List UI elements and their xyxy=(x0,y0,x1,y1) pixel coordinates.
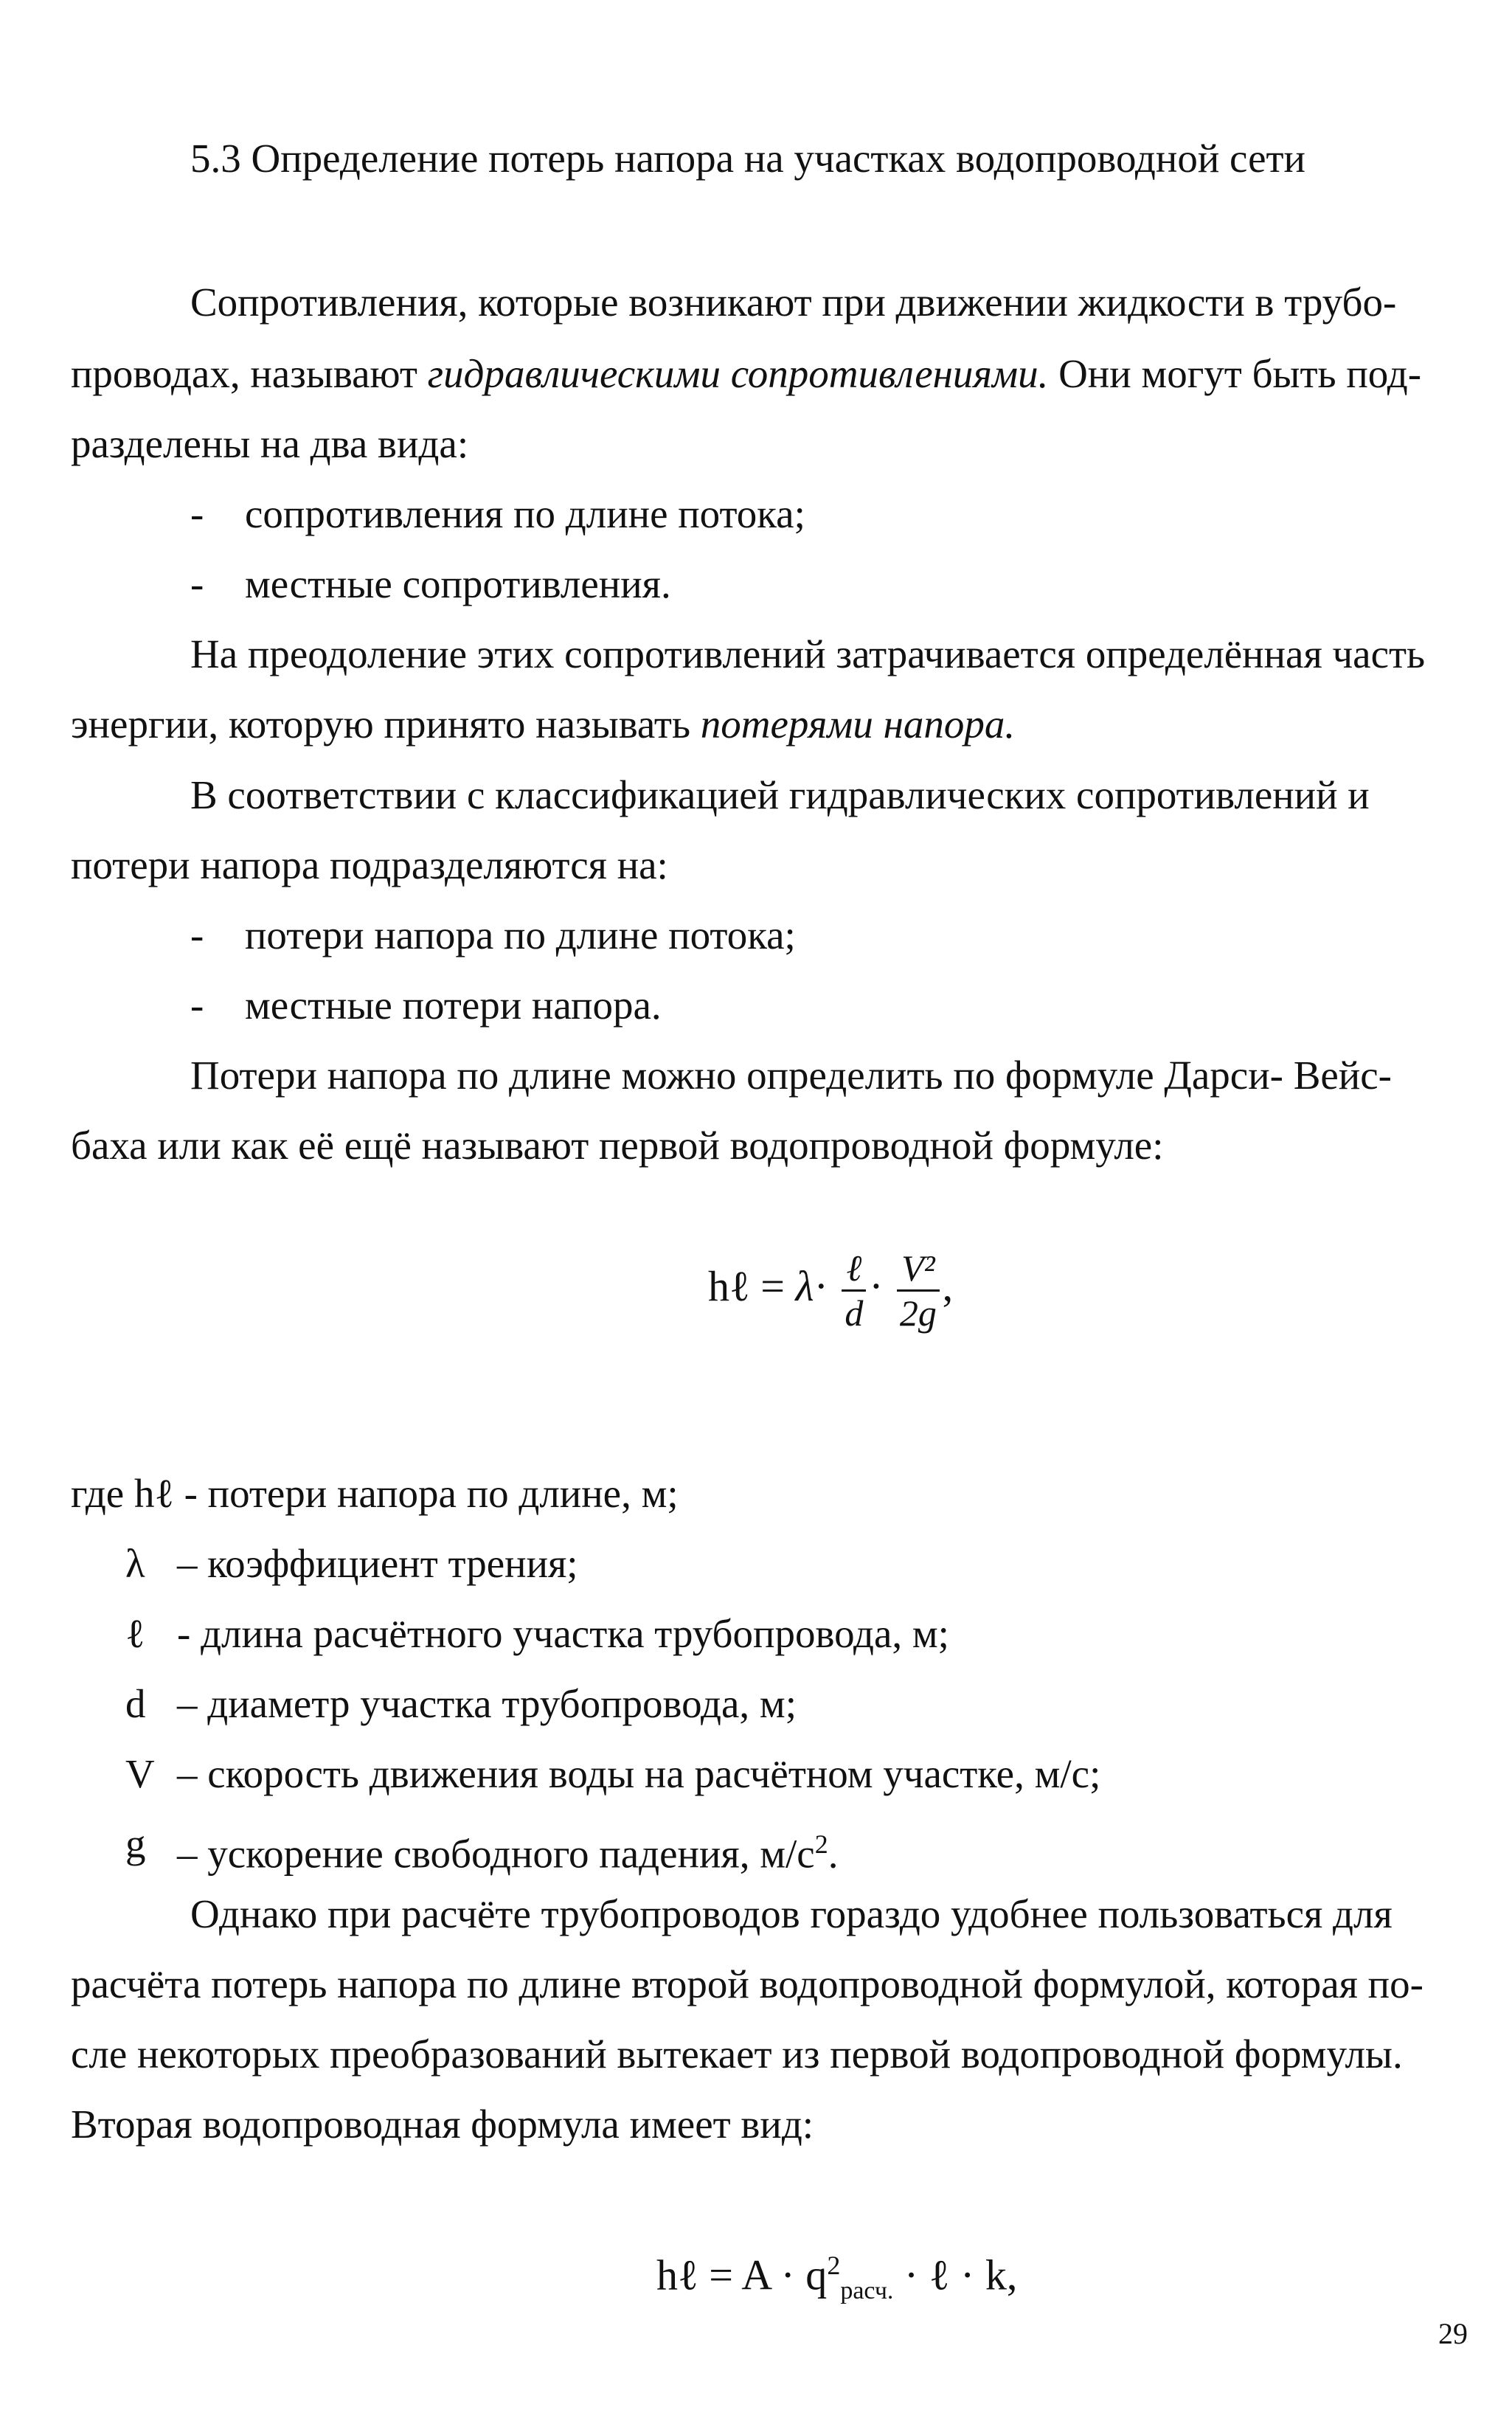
symbol-g: g xyxy=(125,1821,146,1866)
paragraph-4-line-2: баха или как её ещё называют первой водопроводной формуле: xyxy=(71,1123,1164,1168)
list-dash: - xyxy=(190,491,204,536)
paragraph-2-line-2: энергии, которую принято называть потерями напора. xyxy=(71,702,1016,747)
symbol-h: hℓ xyxy=(133,1471,174,1516)
list-item: сопротивления по длине потока; xyxy=(245,491,805,536)
definition-g: – ускорение свободного падения, $м/с^2$. xyxy=(177,1829,839,1877)
darcy-weisbach-formula: hℓ = λ· $\frac{\text{ℓ}}{d}$ · $\frac{\text{V²}}{2g}$ , xyxy=(708,1247,954,1334)
paragraph-5-line-4: Вторая водопроводная формула имеет вид: xyxy=(71,2102,814,2147)
definition-l: - длина расчётного участка трубопровода, м; xyxy=(177,1611,949,1656)
formula2-lhs: hℓ xyxy=(656,2251,698,2299)
term-head-loss: потерями напора. xyxy=(700,702,1016,747)
term-hydraulic-resistance: гидравлическими сопротивлениями. xyxy=(427,351,1049,396)
paragraph-5-line-1: Однако при расчёте трубопроводов гораздо удобнее пользоваться для xyxy=(190,1891,1393,1936)
paragraph-5-line-2: расчёта потерь напора по длине второй водопроводной формулой, которая по- xyxy=(71,1961,1423,2006)
paragraph-5-line-3: сле некоторых преобразований вытекает из первой водопроводной формулы. xyxy=(71,2032,1403,2077)
second-water-supply-formula: hℓ = $A \cdot q^2_{расч.}$ · ℓ · k, xyxy=(656,2251,1018,2304)
section-heading: 5.3 Определение потерь напора на участках водопроводной сети xyxy=(190,136,1305,181)
page-number: 29 xyxy=(1438,2317,1468,2350)
list-item: потери напора по длине потока; xyxy=(245,912,796,957)
paragraph-1-line-1: Сопротивления, которые возникают при движении жидкости в трубо- xyxy=(190,280,1397,325)
formula-lambda: λ xyxy=(795,1261,814,1310)
list-dash: - xyxy=(190,561,204,606)
list-item: местные сопротивления. xyxy=(245,561,671,606)
paragraph-1-line-2: проводах, называют гидравлическими сопротивлениями. Они могут быть под- xyxy=(71,351,1422,396)
list-item: местные потери напора. xyxy=(245,983,662,1028)
where-line-h: где hℓ - потери напора по длине, м; xyxy=(71,1471,679,1516)
definition-lambda: – коэффициент трения; xyxy=(177,1541,578,1586)
paragraph-4-line-1: Потери напора по длине можно определить по формуле Дарси- Вейс- xyxy=(190,1053,1392,1098)
paragraph-2-line-1: На преодоление этих сопротивлений затрачивается определённая часть xyxy=(190,631,1426,676)
symbol-v: V xyxy=(125,1751,155,1796)
formula-equals: = xyxy=(760,1261,786,1310)
list-dash: - xyxy=(190,912,204,957)
list-dash: - xyxy=(190,983,204,1028)
fraction-l-over-d: $\frac{\text{ℓ}}{d}$ xyxy=(842,1247,866,1334)
symbol-d: d xyxy=(125,1681,146,1726)
paragraph-1-line-3: разделены на два вида: xyxy=(71,421,469,466)
definition-v: – скорость движения воды на расчётном участке, м/с; xyxy=(177,1751,1101,1796)
paragraph-3-line-1: В соответствии с классификацией гидравлических сопротивлений и xyxy=(190,772,1370,817)
symbol-lambda: λ xyxy=(125,1541,145,1586)
fraction-v2-over-2g: $\frac{\text{V²}}{2g}$ xyxy=(897,1247,940,1334)
formula-lhs: hℓ xyxy=(708,1261,750,1310)
definition-d: – диаметр участка трубопровода, м; xyxy=(177,1681,797,1726)
paragraph-3-line-2: потери напора подразделяются на: xyxy=(71,842,668,887)
symbol-l: ℓ xyxy=(125,1611,145,1656)
